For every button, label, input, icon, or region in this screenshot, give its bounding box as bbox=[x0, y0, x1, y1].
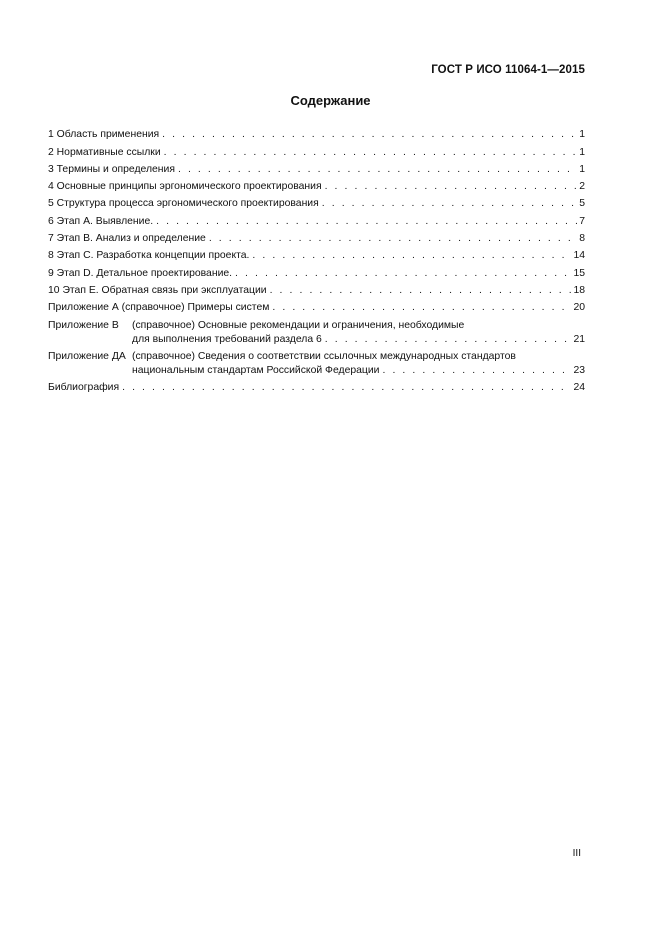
toc-entry-title: 4 Основные принципы эргономического проектирования bbox=[48, 181, 322, 193]
toc-leader-dots bbox=[122, 381, 571, 395]
toc-leader-dots bbox=[178, 163, 577, 177]
toc-entry[interactable] bbox=[48, 211, 585, 228]
toc-leader-dots bbox=[325, 333, 572, 347]
toc-entry-page: 8 bbox=[579, 233, 585, 245]
toc-entry-title: 2 Нормативные ссылки bbox=[48, 146, 161, 158]
toc-entry-title: 7 Этап В. Анализ и определение bbox=[48, 233, 206, 245]
toc-leader-dots bbox=[322, 197, 577, 211]
toc-entry-title: 10 Этап Е. Обратная связь при эксплуатации bbox=[48, 284, 267, 296]
toc-entry[interactable] bbox=[48, 246, 585, 263]
toc-entry-appendix-da[interactable] bbox=[48, 350, 585, 378]
toc-leader-dots bbox=[272, 301, 571, 315]
toc-entry-bibliography[interactable] bbox=[48, 378, 585, 395]
toc-entry-page: 5 bbox=[579, 198, 585, 210]
toc-entry[interactable] bbox=[48, 177, 585, 194]
toc-entry[interactable] bbox=[48, 281, 585, 298]
toc-leader-dots bbox=[156, 215, 577, 229]
toc-entry-page: 15 bbox=[573, 267, 585, 279]
toc-entry-title: 9 Этап D. Детальное проектирование. bbox=[48, 267, 233, 279]
document-code: ГОСТ Р ИСО 11064-1—2015 bbox=[431, 64, 585, 76]
toc-entry-title: Приложение А (справочное) Примеры систем bbox=[48, 302, 270, 314]
toc-leader-dots bbox=[325, 180, 578, 194]
toc-leader-dots bbox=[235, 267, 571, 281]
page-number: III bbox=[572, 848, 581, 859]
toc-entry-page: 2 bbox=[579, 181, 585, 193]
page-title: Содержание bbox=[290, 93, 371, 108]
toc-entry-page: 1 bbox=[579, 146, 585, 158]
table-of-contents bbox=[48, 125, 585, 395]
appendix-label: Приложение ДА bbox=[48, 350, 126, 362]
toc-entry[interactable] bbox=[48, 194, 585, 211]
toc-entry-appendix-b[interactable] bbox=[48, 319, 585, 347]
toc-entry-page: 24 bbox=[573, 382, 585, 394]
toc-entry-title: 3 Термины и определения bbox=[48, 163, 175, 175]
toc-leader-dots bbox=[270, 284, 572, 298]
toc-entry[interactable] bbox=[48, 125, 585, 142]
toc-entry-title: 5 Структура процесса эргономического проектирования bbox=[48, 198, 319, 210]
toc-leader-dots bbox=[162, 128, 577, 142]
appendix-title-line2: национальным стандартам Российской Федерации bbox=[132, 364, 380, 376]
toc-entry-page: 20 bbox=[573, 302, 585, 314]
toc-entry-page: 1 bbox=[579, 129, 585, 141]
toc-entry-title: 8 Этап С. Разработка концепции проекта. bbox=[48, 250, 250, 262]
toc-entry-page: 1 bbox=[579, 163, 585, 175]
toc-entry[interactable] bbox=[48, 229, 585, 246]
toc-leader-dots bbox=[252, 249, 571, 263]
toc-entry-page: 14 bbox=[573, 250, 585, 262]
toc-entry[interactable] bbox=[48, 160, 585, 177]
appendix-title-line1: (справочное) Сведения о соответствии ссылочных международных стандартов bbox=[132, 350, 516, 362]
appendix-title-line2: для выполнения требований раздела 6 bbox=[132, 333, 322, 345]
appendix-label: Приложение В bbox=[48, 319, 119, 331]
toc-entry-title: Библиография bbox=[48, 382, 120, 394]
toc-entry[interactable] bbox=[48, 263, 585, 280]
toc-entry[interactable] bbox=[48, 298, 585, 315]
toc-entry-page: 7 bbox=[579, 215, 585, 227]
toc-entry-title: 6 Этап А. Выявление. bbox=[48, 215, 154, 227]
toc-entry-page: 18 bbox=[573, 284, 585, 296]
toc-leader-dots bbox=[164, 146, 578, 160]
toc-entry-page: 23 bbox=[573, 364, 585, 376]
toc-entry[interactable] bbox=[48, 142, 585, 159]
toc-leader-dots bbox=[382, 364, 571, 378]
toc-leader-dots bbox=[209, 232, 577, 246]
appendix-title-line1: (справочное) Основные рекомендации и ограничения, необходимые bbox=[132, 319, 465, 331]
toc-entry-title: 1 Область применения bbox=[48, 129, 160, 141]
toc-entry-page: 21 bbox=[573, 333, 585, 345]
